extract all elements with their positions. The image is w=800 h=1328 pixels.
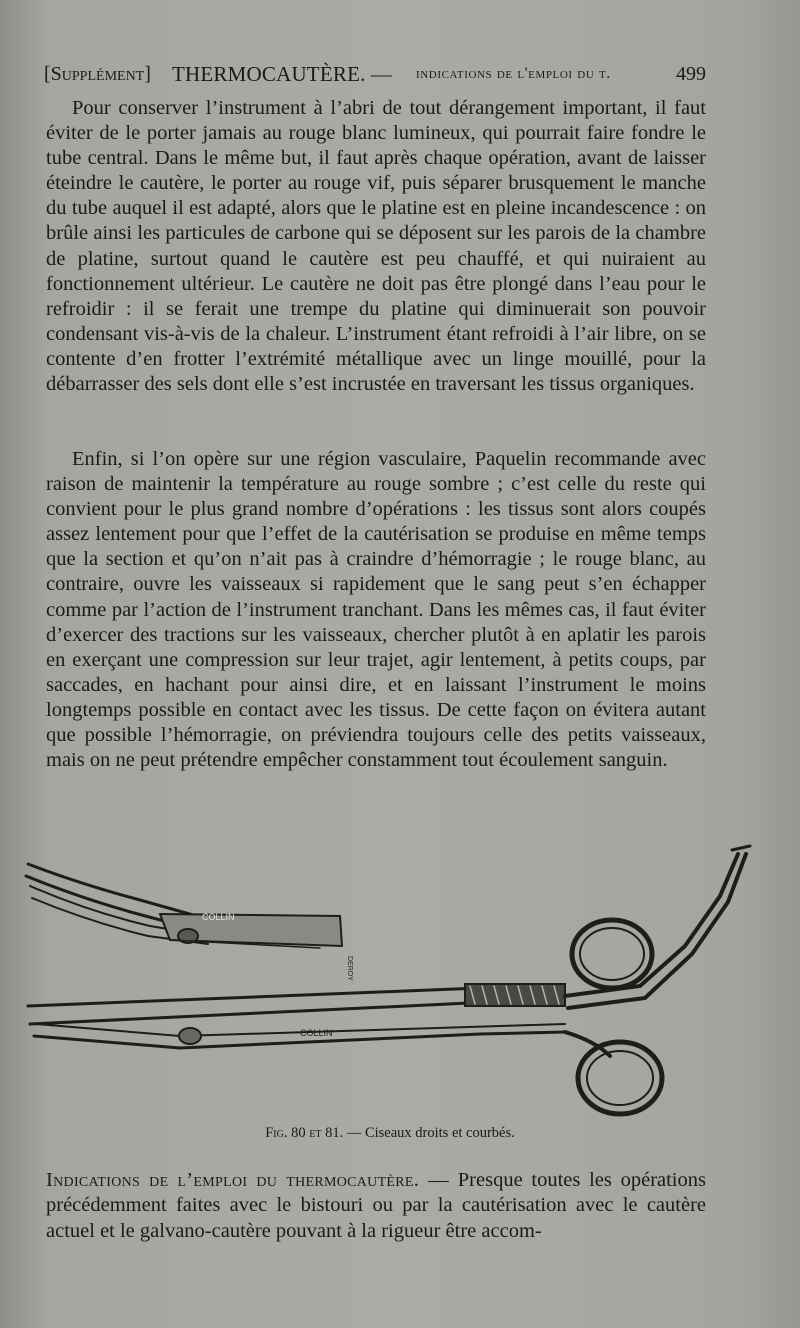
maker-mark-top: COLLIN: [202, 912, 235, 922]
paragraph-indications: [46, 1168, 706, 1244]
paragraph-maintenance: [46, 96, 706, 397]
figure-caption-number: Fig. 80 et 81.: [265, 1125, 344, 1141]
running-header: [44, 58, 710, 90]
straight-scissors-illustration: [28, 846, 750, 1114]
header-subtitle: indications de l'emploi du t.: [416, 65, 611, 82]
header-supplement: [Supplément]: [44, 63, 151, 85]
paragraph-text: Enfin, si l’on opère sur une région vasculaire, Paquelin recommande avec raison de maintenir la température au rouge sombre ; c’est celle du reste qui convient pour le plus grand nombre d’opérations : les tissus sont alors coupés assez lentement pour que l’effet de la cautérisation se produise en même temps que la section et qu’on n’ait pas à craindre d’hémorragie ; le rouge blanc, au contraire, ouvre les vaisseaux si rapidement que le sang peut s’en échapper comme par l’action de l’instrument tranchant. Dans les mêmes cas, il faut éviter d’exercer des tractions sur les vaisseaux, chercher plutôt à en aplatir les parois en exerçant une compression sur leur trajet, agir lentement, à petits coups, par saccades, en hachant pour ainsi dire, et en laissant l’instrument le moins longtemps possible en contact avec les tissus. De cette façon on évitera autant que possible l’hémorragie, on préviendra toujours celle des petits vaisseaux, mais on ne peut prétendre empêcher constamment tout écoulement sanguin.: [46, 448, 706, 772]
figure-scissors: [20, 836, 760, 1146]
paragraph-text: Pour conserver l’instrument à l’abri de tout dérangement important, il faut éviter de le porter jamais au rouge blanc lumineux, qui pourrait faire fondre le tube central. Dans le même but, il faut après chaque opération, avant de laisser éteindre le cautère, le porter au rouge vif, puis séparer brusquement le manche du tube auquel il est adapté, alors que le platine est en pleine incandescence : on brûle ainsi les particules de carbone qui se déposent sur les parois de la chambre de platine, surtout quand le cautère est peu chauffé, et qui nuiraient au fonctionnement ultérieur. Le cautère ne doit pas être plongé dans l’eau pour le refroidir : il se ferait une trempe du platine qui diminuerait son pouvoir condensant vis-à-vis de la chaleur. L’instrument étant refroidi à l’air libre, on se contente d’en frotter l’extrémité métallique avec un linge mouillé, pour la débarrasser des sels dont elle s’est incrustée en traversant les tissus organiques.: [46, 97, 706, 396]
figure-caption-text: — Ciseaux droits et courbés.: [343, 1125, 515, 1141]
section-run-in-heading: Indications de l’emploi du thermocautère. —: [46, 1169, 450, 1191]
paragraph-text: Presque toutes les opérations précédemment faites avec le bistouri ou par la cautérisation avec le cautère actuel et le galvano-cautère pouvant à la rigueur être accom-: [46, 1169, 706, 1242]
paragraph-vascular: [46, 447, 706, 773]
maker-mark-bottom: COLLIN: [300, 1028, 333, 1038]
figure-caption: [20, 1124, 760, 1142]
header-title: THERMOCAUTÈRE. —: [172, 62, 393, 86]
engraver-signature: DEROY: [346, 956, 353, 981]
scissors-engraving: [20, 836, 760, 1121]
curved-scissors-illustration: [26, 864, 342, 948]
page-number: 499: [676, 63, 706, 85]
